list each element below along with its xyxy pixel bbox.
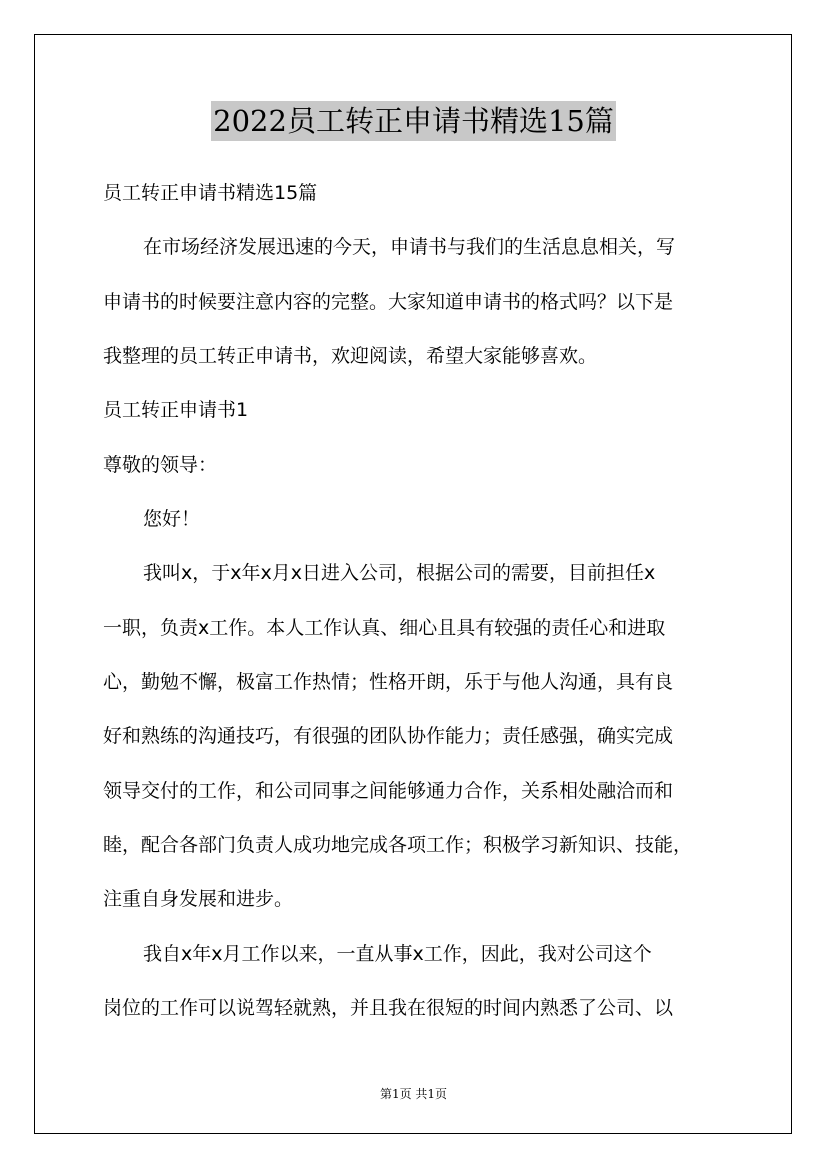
title-container <box>0 101 827 141</box>
paragraph-line: 我整理的员工转正申请书，欢迎阅读，希望大家能够喜欢。 <box>103 345 598 367</box>
salutation: 尊敬的领导： <box>103 454 218 476</box>
paragraph-line: 我自x年x月工作以来，一直从事x工作，因此，我对公司这个 <box>143 943 652 965</box>
page-footer: 第1页 共1页 <box>379 1087 448 1101</box>
paragraph-line: 注重自身发展和进步。 <box>103 888 294 910</box>
document-title: 2022员工转正申请书精选15篇 <box>211 101 616 141</box>
paragraph-line: 一职，负责x工作。本人工作认真、细心且具有较强的责任心和进取 <box>103 617 666 639</box>
paragraph-line: 在市场经济发展迅速的今天，申请书与我们的生活息息相关，写 <box>143 236 676 258</box>
paragraph-line: 我叫x，于x年x月x日进入公司，根据公司的需要，目前担任x <box>143 562 656 584</box>
section-heading: 员工转正申请书1 <box>103 399 249 421</box>
paragraph-line: 好和熟练的沟通技巧，有很强的团队协作能力；责任感强，确实完成 <box>103 725 674 747</box>
paragraph-line: 睦，配合各部门负责人成功地完成各项工作；积极学习新知识、技能， <box>103 834 693 856</box>
paragraph-line: 领导交付的工作，和公司同事之间能够通力合作，关系相处融洽而和 <box>103 780 674 802</box>
paragraph-line: 心，勤勉不懈，极富工作热情；性格开朗，乐于与他人沟通，具有良 <box>103 671 674 693</box>
greeting: 您好！ <box>143 508 201 530</box>
paragraph-line: 申请书的时候要注意内容的完整。大家知道申请书的格式吗？以下是 <box>103 291 674 313</box>
subtitle-line: 员工转正申请书精选15篇 <box>103 182 318 204</box>
paragraph-line: 岗位的工作可以说驾轻就熟，并且我在很短的时间内熟悉了公司、以 <box>103 997 674 1019</box>
